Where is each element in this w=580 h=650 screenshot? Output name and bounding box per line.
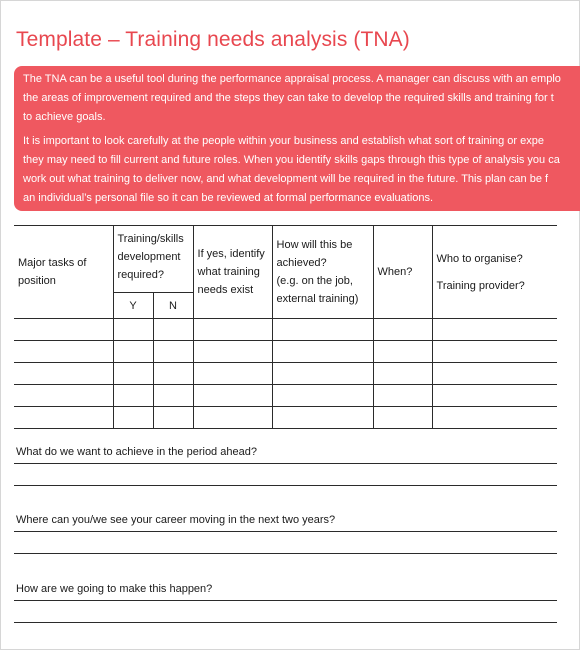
header-line: Major tasks of [18,257,87,269]
table-cell[interactable] [14,319,113,341]
header-line: How will this be [276,239,353,251]
table-cell[interactable] [193,363,272,385]
table-row [14,407,557,429]
answer-line[interactable] [14,485,557,486]
header-when: When? [373,226,432,319]
table-cell[interactable] [113,341,153,363]
header-line: what training [197,266,260,278]
intro-line: to achieve goals. [23,111,106,123]
intro-line: the areas of improvement required and the steps they can take to develop the required skills and training for t [23,92,554,104]
header-who [432,226,557,319]
table-cell[interactable] [153,385,193,407]
header-if-yes [193,226,272,319]
header-line: development [117,251,181,263]
table-cell[interactable] [153,341,193,363]
intro-line: It is important to look carefully at the people within your business and establish what sort of training or expe [23,135,544,147]
intro-line: work out what training to deliver now, and what development will be required in the future. This plan can be f [23,173,549,185]
intro-paragraph-1 [14,70,580,127]
table-cell[interactable] [113,385,153,407]
question-label: Where can you/we see your career moving in the next two years? [16,514,336,526]
table-cell[interactable] [14,363,113,385]
intro-panel [14,66,580,211]
table-row [14,341,557,363]
intro-line: they may need to fill current and future roles. When you identify skills gaps through this type of analysis you ca [23,154,560,166]
table-cell[interactable] [272,407,373,429]
table-cell[interactable] [272,385,373,407]
header-line: If yes, identify [197,248,265,260]
table-cell[interactable] [14,407,113,429]
header-no: N [153,293,193,319]
table-cell[interactable] [193,319,272,341]
answer-line[interactable] [14,600,557,601]
table-cell[interactable] [113,363,153,385]
table-body [14,319,557,429]
table-row [14,363,557,385]
table-cell[interactable] [272,363,373,385]
table-cell[interactable] [432,319,557,341]
header-development-required [113,226,193,293]
table-cell[interactable] [432,363,557,385]
table-cell[interactable] [272,341,373,363]
table-cell[interactable] [153,319,193,341]
header-line: Training provider? [436,279,525,292]
header-line: Who to organise? [436,252,523,265]
header-line: external training) [276,293,359,305]
answer-line[interactable] [14,463,557,464]
header-yes: Y [113,293,153,319]
table-cell[interactable] [373,363,432,385]
header-major-tasks [14,226,113,319]
table-cell[interactable] [193,341,272,363]
table-row [14,385,557,407]
table-cell[interactable] [432,385,557,407]
table-cell[interactable] [373,385,432,407]
table-cell[interactable] [153,363,193,385]
header-line: achieved? [276,257,327,269]
header-line: needs exist [197,284,254,296]
intro-line: an individual’s personal file so it can be reviewed at formal performance evaluations. [23,192,434,204]
intro-paragraph-2 [14,132,580,208]
table-cell[interactable] [113,407,153,429]
tna-table [14,225,557,429]
table-cell[interactable] [432,407,557,429]
answer-line[interactable] [14,531,557,532]
answer-line[interactable] [14,553,557,554]
header-line: position [18,275,56,287]
header-line: (e.g. on the job, [276,275,353,287]
table-cell[interactable] [153,407,193,429]
table-cell[interactable] [373,407,432,429]
table-cell[interactable] [193,385,272,407]
header-line: required? [117,269,164,281]
question-label: What do we want to achieve in the period ahead? [16,446,257,458]
table-cell[interactable] [14,341,113,363]
table-cell[interactable] [432,341,557,363]
header-line: Training/skills [117,233,184,245]
table-cell[interactable] [14,385,113,407]
question-label: How are we going to make this happen? [16,583,213,595]
table-cell[interactable] [113,319,153,341]
table-row [14,319,557,341]
header-how-achieved [272,226,373,319]
table-cell[interactable] [193,407,272,429]
answer-line[interactable] [14,622,557,623]
table-cell[interactable] [373,319,432,341]
page-title: Template – Training needs analysis (TNA) [16,28,410,51]
table-cell[interactable] [272,319,373,341]
intro-line: The TNA can be a useful tool during the performance appraisal process. A manager can discuss with an emplo [23,73,561,85]
table-cell[interactable] [373,341,432,363]
